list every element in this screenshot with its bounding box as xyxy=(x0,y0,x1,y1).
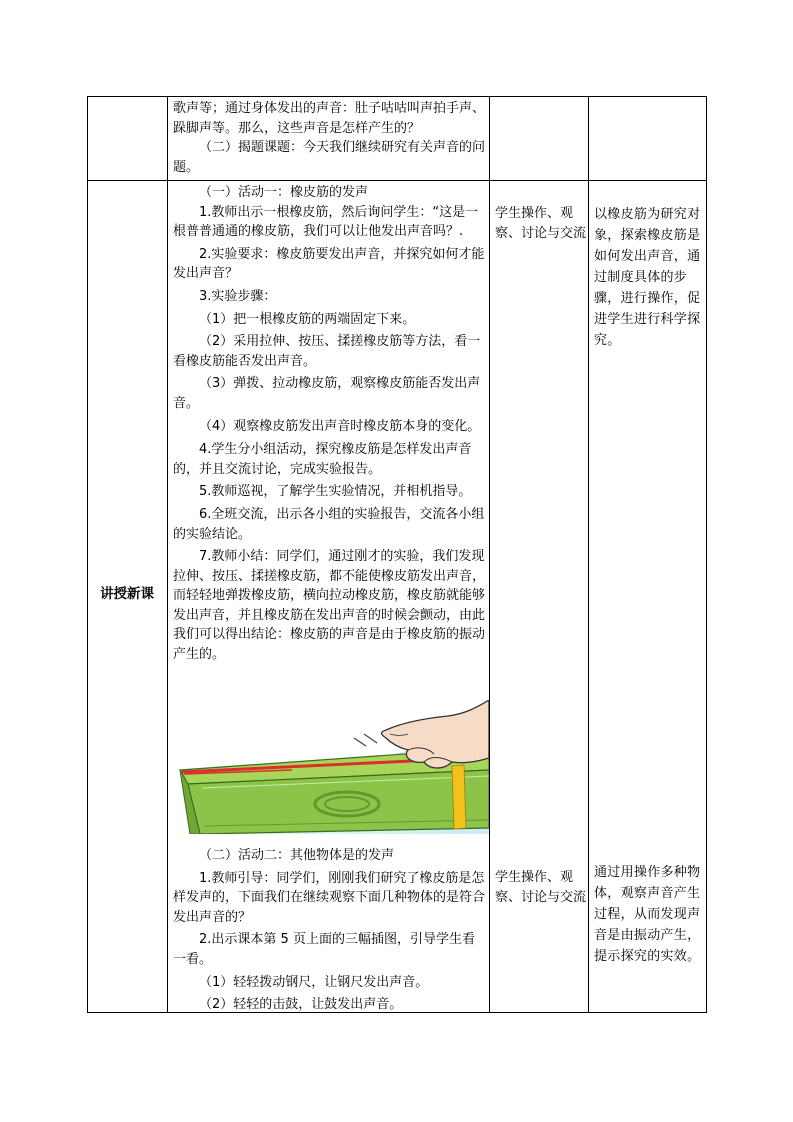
activity1-title: （一）活动一：橡皮筋的发声 xyxy=(199,185,369,200)
table-right-border xyxy=(706,96,707,1013)
activity1-step: （2）采用拉伸、按压、揉搓橡皮筋等方法，看一看橡皮筋能否发出声音。 xyxy=(173,334,481,369)
activity2-design-intent: 通过用操作多种物体，观察声音产生过程，从而发现声音是由振动产生，提示探究的实效。 xyxy=(594,865,701,964)
intro-cell xyxy=(173,99,485,177)
activity1-student-activity: 学生操作、观察、讨论与交流 xyxy=(495,206,587,241)
activity1-step: （1）把一根橡皮筋的两端固定下来。 xyxy=(199,311,416,327)
activity2-title: （二）活动二：其他物体是的发声 xyxy=(199,848,395,863)
table-left-border xyxy=(87,96,88,1013)
section-label: 讲授新课 xyxy=(100,586,154,602)
intro-paragraph: 歌声等；通过身体发出的声音：肚子咕咕叫声拍手声、跺脚声等。那么，这些声音是怎样产生的？ xyxy=(173,101,486,136)
hand-plucking-rubber-band-illustration xyxy=(172,700,489,834)
activity2-step: 1.教师引导：同学们，刚刚我们研究了橡皮筋是怎样发声的，下面我们在继续观察下面几种物体的是符合发出声音的？ xyxy=(173,870,486,925)
activity1-step: （4）观察橡皮筋发出声音时橡皮筋本身的变化。 xyxy=(199,418,481,434)
activity1-step: 3.实验步骤： xyxy=(199,288,277,304)
column-divider-3 xyxy=(588,96,589,1013)
activity1-step: 6.全班交流，出示各小组的实验报告，交流各小组的实验结论。 xyxy=(173,506,485,542)
activity1-step: 2.实验要求：橡皮筋要发出声音，并探究如何才能发出声音？ xyxy=(173,246,485,282)
activity2-cell xyxy=(173,846,485,1015)
row-divider xyxy=(87,180,707,181)
activity1-design-intent: 以橡皮筋为研究对象，探索橡皮筋是如何发出声音，通过制度具体的步骤，进行操作，促进学生进行科学探究。 xyxy=(594,207,701,348)
activity1-step: （3）弹拨、拉动橡皮筋，观察橡皮筋能否发出声音。 xyxy=(173,376,481,411)
table-top-border xyxy=(87,96,707,97)
activity1-cell xyxy=(173,183,485,665)
column-divider-1 xyxy=(167,96,168,1013)
activity2-step: （2）轻轻的击鼓，让鼓发出声音。 xyxy=(199,997,403,1013)
activity1-summary: 7.教师小结：同学们，通过刚才的实验，我们发现拉伸、按压、揉搓橡皮筋，都不能使橡皮筋发出声音，而轻轻地弹拨橡皮筋，横向拉动橡皮筋，橡皮筋就能够发出声音，并且橡皮筋在发出声音的时候会颤动，由此我们可以得出结论：橡皮筋的声音是由于橡皮筋的振动产生的。 xyxy=(173,549,486,663)
activity1-step: 4.学生分小组活动，探究橡皮筋是怎样发出声音的，并且交流讨论，完成实验报告。 xyxy=(173,442,472,477)
column-divider-2 xyxy=(489,96,490,1013)
ruler-edge xyxy=(452,765,466,829)
activity2-step: 2.出示课本第 5 页上面的三幅插图，引导学生看一看。 xyxy=(173,932,475,967)
activity1-step: 5.教师巡视，了解学生实验情况，并相机指导。 xyxy=(199,484,472,500)
intro-reveal-topic: （二）揭题课题：今天我们继续研究有关声音的问题。 xyxy=(173,140,486,175)
activity2-student-activity: 学生操作、观察、讨论与交流 xyxy=(495,870,587,905)
activity1-step: 1.教师出示一根橡皮筋，然后询问学生：“这是一根普普通通的橡皮筋，我们可以让他发出声音吗？. xyxy=(173,204,479,240)
activity2-step: （1）轻轻拨动钢尺，让钢尺发出声音。 xyxy=(199,974,429,990)
